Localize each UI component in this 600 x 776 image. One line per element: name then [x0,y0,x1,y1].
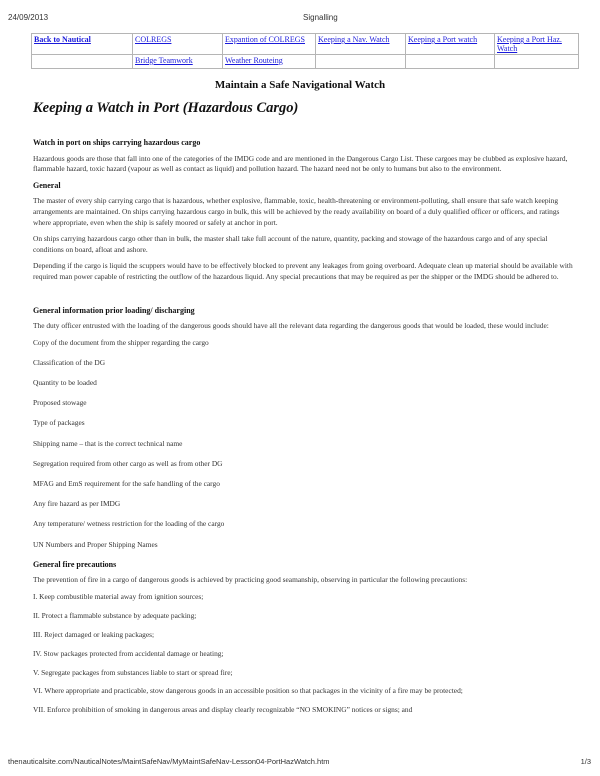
list-item: Classification of the DG [33,357,106,367]
nav-table [31,33,579,69]
list-item: Any temperature/ wetness restriction for the loading of the cargo [33,519,225,529]
section-heading: General fire precautions [33,559,117,569]
nav-link-colregs[interactable]: COLREGS [135,35,172,44]
footer-url: thenauticalsite.com/NauticalNotes/MaintSafeNav/MyMaintSafeNav-Lesson04-PortHazWatch.htm [8,757,330,766]
list-item: UN Numbers and Proper Shipping Names [33,539,158,549]
list-item: Type of packages [33,418,85,428]
nav-link-port-haz-watch[interactable]: Keeping a Port Haz. Watch [497,35,562,53]
paragraph: The prevention of fire in a cargo of dangerous goods is achieved by practicing good seamanship, observing in particular the following precautions: [33,575,468,585]
list-item: IV. Stow packages protected from accidental damage or heating; [33,648,224,658]
nav-link-weather-routeing[interactable]: Weather Routeing [225,56,283,65]
list-item: Copy of the document from the shipper regarding the cargo [33,337,209,347]
nav-link-nav-watch[interactable]: Keeping a Nav. Watch [318,35,390,44]
list-item: VI. Where appropriate and practicable, stow dangerous goods in an accessible position so that packages in the vicinity of a fire may be protected; [33,686,463,696]
print-title: Signalling [303,13,338,22]
nav-link-bridge-teamwork[interactable]: Bridge Teamwork [135,56,193,65]
list-item: Shipping name – that is the correct technical name [33,438,183,448]
list-item: MFAG and EmS requirement for the safe handling of the cargo [33,479,220,489]
paragraph: The master of every ship carrying cargo that is hazardous, whether explosive, flammable, toxic, health-threatening or environment-polluting, shall ensure that safe watch keeping arrangements are maintained. On ships carrying hazardous cargo in bulk, this will be achieved by the ready availability on board of a duly qualified officer or officers, and ratings where appropriate, even when the ship is safely moored or safely at anchor in port. [33,196,560,227]
list-item: Segregation required from other cargo as well as from other DG [33,458,223,468]
nav-link-expantion-colregs[interactable]: Expantion of COLREGS [225,35,305,44]
page-subtitle: Keeping a Watch in Port (Hazardous Cargo) [33,100,299,116]
nav-link-back-to-nautical[interactable]: Back to Nautical [34,35,91,44]
list-item: Quantity to be loaded [33,378,97,388]
nav-empty-cell [316,55,406,69]
section-heading: General information prior loading/ discharging [33,305,195,315]
nav-empty-cell [495,55,579,69]
section-heading: Watch in port on ships carrying hazardous cargo [33,138,201,147]
page-title: Maintain a Safe Navigational Watch [214,79,386,91]
list-item: VII. Enforce prohibition of smoking in dangerous areas and display clearly recognizable “NO SMOKING” notices or signs; and [33,705,413,715]
paragraph: Depending if the cargo is liquid the scuppers would have to be effectively blocked to prevent any leakages from going overboard. Adequate clean up material should be available with required man power capable of restricting the outflow of the hazardous liquid. Any special precautions that may be required as per the shipper or the IMDG should be adhered to. [33,261,573,281]
nav-empty-cell [406,55,495,69]
nav-empty-cell [32,55,133,69]
list-item: II. Protect a flammable substance by adequate packing; [33,610,197,620]
paragraph: The duty officer entrusted with the loading of the dangerous goods should have all the relevant data regarding the dangerous goods that would be loaded, these would include: [33,321,549,331]
paragraph: Hazardous goods are those that fall into one of the categories of the IMDG code and are mentioned in the Dangerous Cargo List. These cargoes may be clubbed as explosive hazard, flammable hazard, toxic hazard (vapour as well as contact as liquid) and pollution hazard. The hazard need not be only to humans but also to the environment. [33,153,568,174]
page-number: 1/3 [580,757,591,766]
paragraph: On ships carrying hazardous cargo other than in bulk, the master shall take full account of the nature, quantity, packing and stowage of the hazardous cargo and of any special conditions on board, afloat and ashore. [33,234,548,254]
article-body [33,138,573,724]
print-date: 24/09/2013 [8,13,49,22]
nav-link-port-watch[interactable]: Keeping a Port watch [408,35,478,44]
section-heading: General [33,180,61,190]
list-item: V. Segregate packages from substances liable to start or spread fire; [33,667,233,677]
list-item: Proposed stowage [33,398,87,408]
list-item: I. Keep combustible material away from ignition sources; [33,591,204,601]
list-item: III. Reject damaged or leaking packages; [33,629,155,639]
list-item: Any fire hazard as per IMDG [33,499,121,509]
